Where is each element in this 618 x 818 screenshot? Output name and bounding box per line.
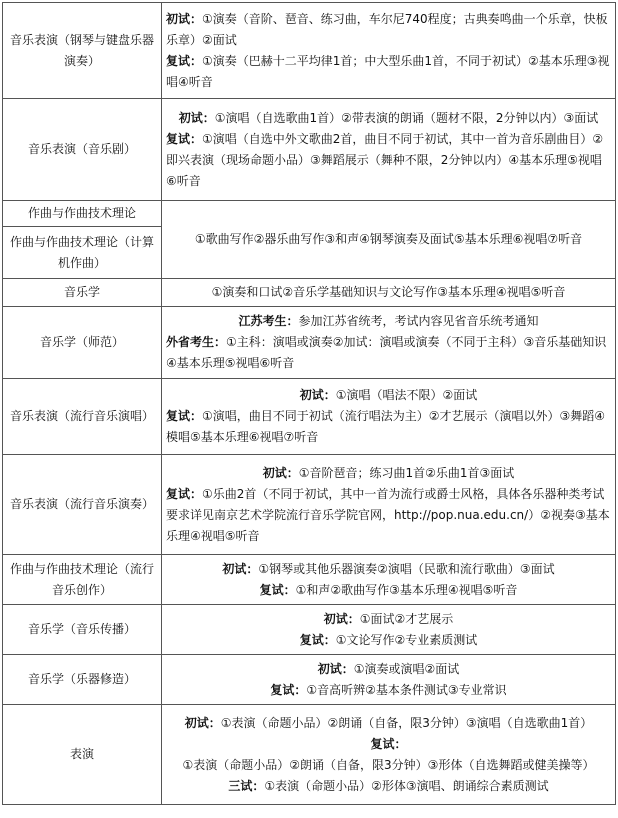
major-cell: 音乐学 (3, 279, 162, 307)
major-cell: 表演 (3, 705, 162, 805)
table-row (3, 99, 616, 201)
exam-label: 复试： (259, 582, 296, 597)
exam-cell (162, 705, 616, 805)
exam-line (166, 311, 611, 332)
table-row (3, 307, 616, 379)
exam-content: ①演唱，曲目不同于初试（流行唱法为主）②才艺展示（演唱以外）③舞蹈④模唱⑤基本乐理⑥视唱⑦听音 (166, 409, 606, 444)
exam-label: 复试： (166, 53, 203, 68)
exam-content: ①文论写作②专业素质测试 (335, 632, 478, 647)
exam-content: ①演唱（自选中外文歌曲2首，曲目不同于初试，其中一首为音乐剧曲目）②即兴表演（现场命题小品）③舞蹈展示（舞种不限，2分钟以内）④基本乐理⑤视唱⑥听音 (166, 131, 604, 188)
major-cell: 音乐表演（流行音乐演唱） (3, 379, 162, 455)
exam-label: 三试： (228, 778, 265, 793)
table-row (3, 3, 616, 99)
exam-line (166, 680, 611, 701)
exam-content: ①演奏或演唱②面试 (353, 661, 460, 676)
major-cell: 音乐表演（流行音乐演奏） (3, 455, 162, 555)
exam-content: ①演奏（音阶、琶音、练习曲，车尔尼740程度；古典奏鸣曲一个乐章，快板乐章）②面试 (166, 11, 608, 47)
exam-line (166, 484, 611, 547)
table-row (3, 279, 616, 307)
exam-label: 初试： (184, 715, 221, 730)
exam-label: 初试： (166, 11, 203, 26)
exam-label: 初试： (317, 661, 354, 676)
exam-label: 初试： (178, 110, 215, 125)
major-cell: 音乐学（音乐传播） (3, 605, 162, 655)
exam-line (166, 559, 611, 580)
major-cell: 作曲与作曲技术理论（流行音乐创作） (3, 555, 162, 605)
exam-content: ①表演（命题小品）②朗诵（自备，限3分钟）③演唱（自选歌曲1首） (220, 715, 593, 730)
exam-content: ①演奏和口试②音乐学基础知识与文论写作③基本乐理④视唱⑤听音 (211, 285, 566, 299)
exam-label: 复试： (166, 486, 203, 501)
table-row (3, 705, 616, 805)
exam-label: 江苏考生： (238, 314, 299, 328)
major-cell: 音乐表演（音乐剧） (3, 99, 162, 201)
exam-cell (162, 279, 616, 307)
table-row (3, 655, 616, 705)
major-cell: 作曲与作曲技术理论 (3, 201, 162, 227)
exam-content: ①面试②才艺展示 (359, 611, 454, 626)
exam-content: ①音高听辨②基本条件测试③专业常识 (306, 682, 507, 697)
exam-label: 初试： (222, 561, 259, 576)
exam-content: ①主科：演唱或演奏②加试：演唱或演奏（不同于主科）③音乐基础知识④基本乐理⑤视唱⑥听音 (166, 335, 607, 370)
table-row (3, 555, 616, 605)
exam-label: 初试： (262, 465, 299, 480)
exam-cell (162, 3, 616, 99)
exam-line (166, 385, 611, 406)
exam-content: ①钢琴或其他乐器演奏②演唱（民歌和流行歌曲）③面试 (258, 561, 555, 576)
exam-content: ①音阶琶音；练习曲1首②乐曲1首③面试 (298, 465, 515, 480)
table-row (3, 455, 616, 555)
exam-line (166, 609, 611, 630)
exam-line (166, 659, 611, 680)
exam-line (166, 580, 611, 601)
exam-line (166, 51, 611, 93)
exam-content: ①歌曲写作②器乐曲写作③和声④钢琴演奏及面试⑤基本乐理⑥视唱⑦听音 (194, 232, 583, 246)
table-row (3, 605, 616, 655)
exam-cell (162, 201, 616, 279)
exam-line (166, 713, 611, 734)
exam-cell (162, 379, 616, 455)
exam-cell (162, 99, 616, 201)
exam-line (166, 332, 611, 374)
exam-label: 复试： (270, 682, 307, 697)
exam-cell (162, 655, 616, 705)
exam-content: 参加江苏省统考，考试内容见省音乐统考通知 (298, 314, 539, 328)
major-cell: 音乐表演（钢琴与键盘乐器演奏） (3, 3, 162, 99)
exam-line (166, 129, 611, 192)
table-row (3, 379, 616, 455)
exam-line (166, 108, 611, 129)
exam-label: 复试： (166, 409, 203, 423)
exam-label: 复试： (166, 131, 203, 146)
exam-line (166, 776, 611, 797)
exam-cell (162, 307, 616, 379)
exam-content: ①乐曲2首（不同于初试，其中一首为流行或爵士风格，具体各乐器种类考试要求详见南京艺术学院流行音乐学院官网，http://pop.nua.edu.cn/）②视奏③基本乐理④视唱⑤听音 (166, 486, 610, 543)
admission-exam-table (2, 2, 616, 805)
exam-cell (162, 455, 616, 555)
exam-line (166, 734, 611, 776)
exam-line (166, 406, 611, 448)
exam-content: ①表演（命题小品）②形体③演唱、朗诵综合素质测试 (264, 778, 549, 793)
exam-content: ①和声②歌曲写作③基本乐理④视唱⑤听音 (295, 582, 518, 597)
exam-cell (162, 555, 616, 605)
table-row (3, 201, 616, 227)
exam-label: 初试： (299, 388, 336, 402)
exam-line (166, 9, 611, 51)
exam-label: 复试： (299, 632, 336, 647)
exam-content: ①表演（命题小品）②朗诵（自备，限3分钟）③形体（自选舞蹈或健美操等） (182, 757, 595, 772)
exam-label: 复试： (370, 736, 407, 751)
exam-content: ①演唱（唱法不限）②面试 (335, 388, 478, 402)
major-cell: 作曲与作曲技术理论（计算机作曲） (3, 227, 162, 279)
exam-label: 初试： (323, 611, 360, 626)
exam-content: ①演奏（巴赫十二平均律1首；中大型乐曲1首，不同于初试）②基本乐理③视唱④听音 (166, 53, 610, 89)
exam-content: ①演唱（自选歌曲1首）②带表演的朗诵（题材不限，2分钟以内）③面试 (214, 110, 599, 125)
exam-line (166, 463, 611, 484)
exam-cell (162, 605, 616, 655)
major-cell: 音乐学（师范） (3, 307, 162, 379)
exam-label: 外省考生： (166, 335, 227, 349)
major-cell: 音乐学（乐器修造） (3, 655, 162, 705)
exam-line (166, 630, 611, 651)
